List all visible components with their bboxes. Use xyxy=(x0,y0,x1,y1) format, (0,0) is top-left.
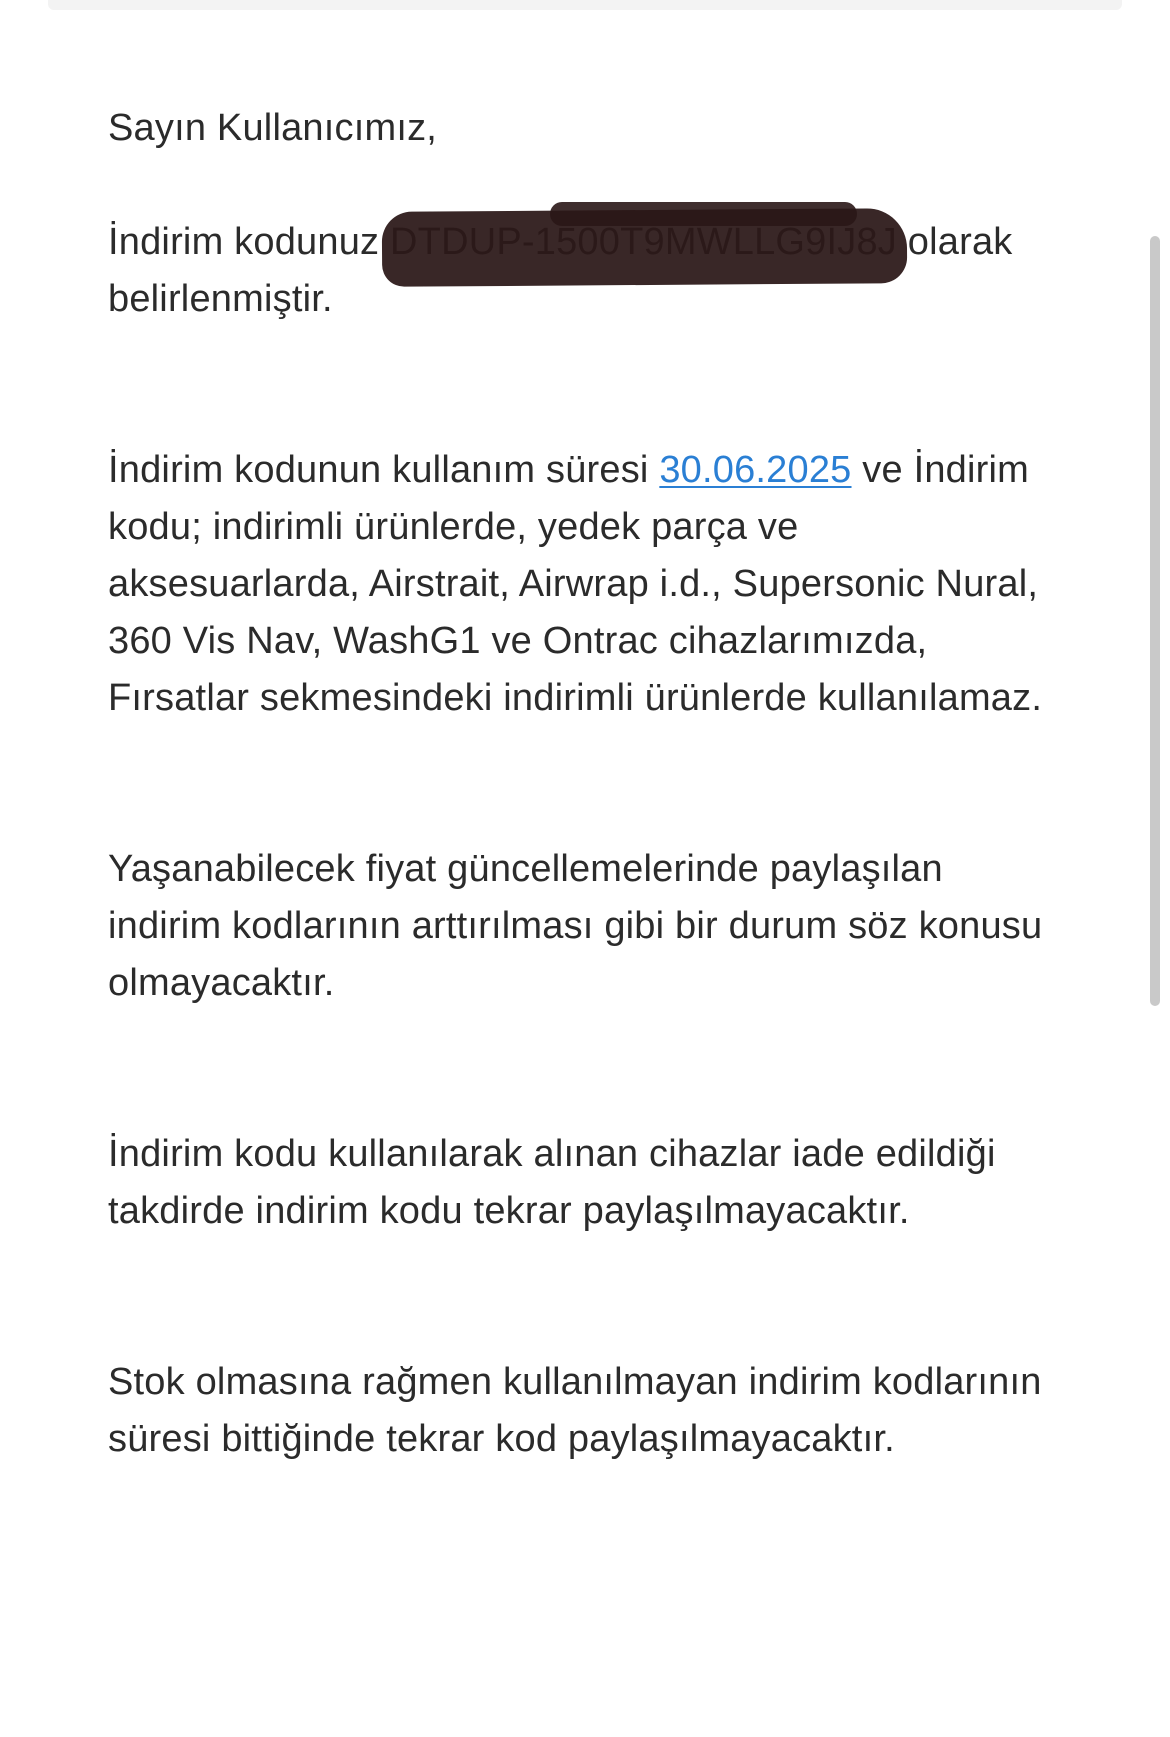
price-notice: Yaşanabilecek fiyat güncellemelerinde paylaşılan indirim kodlarının arttırılması gibi bir durum söz konusu olmayacaktır. xyxy=(108,848,1043,1004)
stock-notice: Stok olmasına rağmen kullanılmayan indirim kodlarının süresi bittiğinde tekrar kod paylaşılmayacaktır. xyxy=(108,1361,1042,1460)
redaction-mark-top xyxy=(550,202,857,226)
scrollbar[interactable] xyxy=(1150,236,1160,1006)
validity-suffix: ve İndirim kodu; indirimli ürünlerde, yedek parça ve aksesuarlarda, Airstrait, Airwrap i.d., Supersonic Nural, 360 Vis Nav, WashG1 ve Ontrac cihazlarımızda, Fırsatlar sekmesindeki indirimli ürünlerde kullanılamaz. xyxy=(108,449,1043,719)
validity-paragraph xyxy=(108,442,1058,727)
top-edge-strip xyxy=(48,0,1122,10)
greeting: Sayın Kullanıcımız, xyxy=(108,107,438,149)
code-prefix: İndirim kodunuz xyxy=(108,221,380,263)
return-notice: İndirim kodu kullanılarak alınan cihazlar iade edildiği takdirde indirim kodu tekrar paylaşılmayacaktır. xyxy=(108,1133,996,1232)
discount-code-paragraph xyxy=(108,214,1058,328)
discount-code xyxy=(390,214,897,271)
email-body xyxy=(108,100,1058,1468)
validity-prefix: İndirim kodunun kullanım süresi xyxy=(108,449,649,491)
validity-date-link[interactable]: 30.06.2025 xyxy=(659,449,852,491)
code-suffix: olarak belirlenmiştir. xyxy=(108,221,1013,320)
